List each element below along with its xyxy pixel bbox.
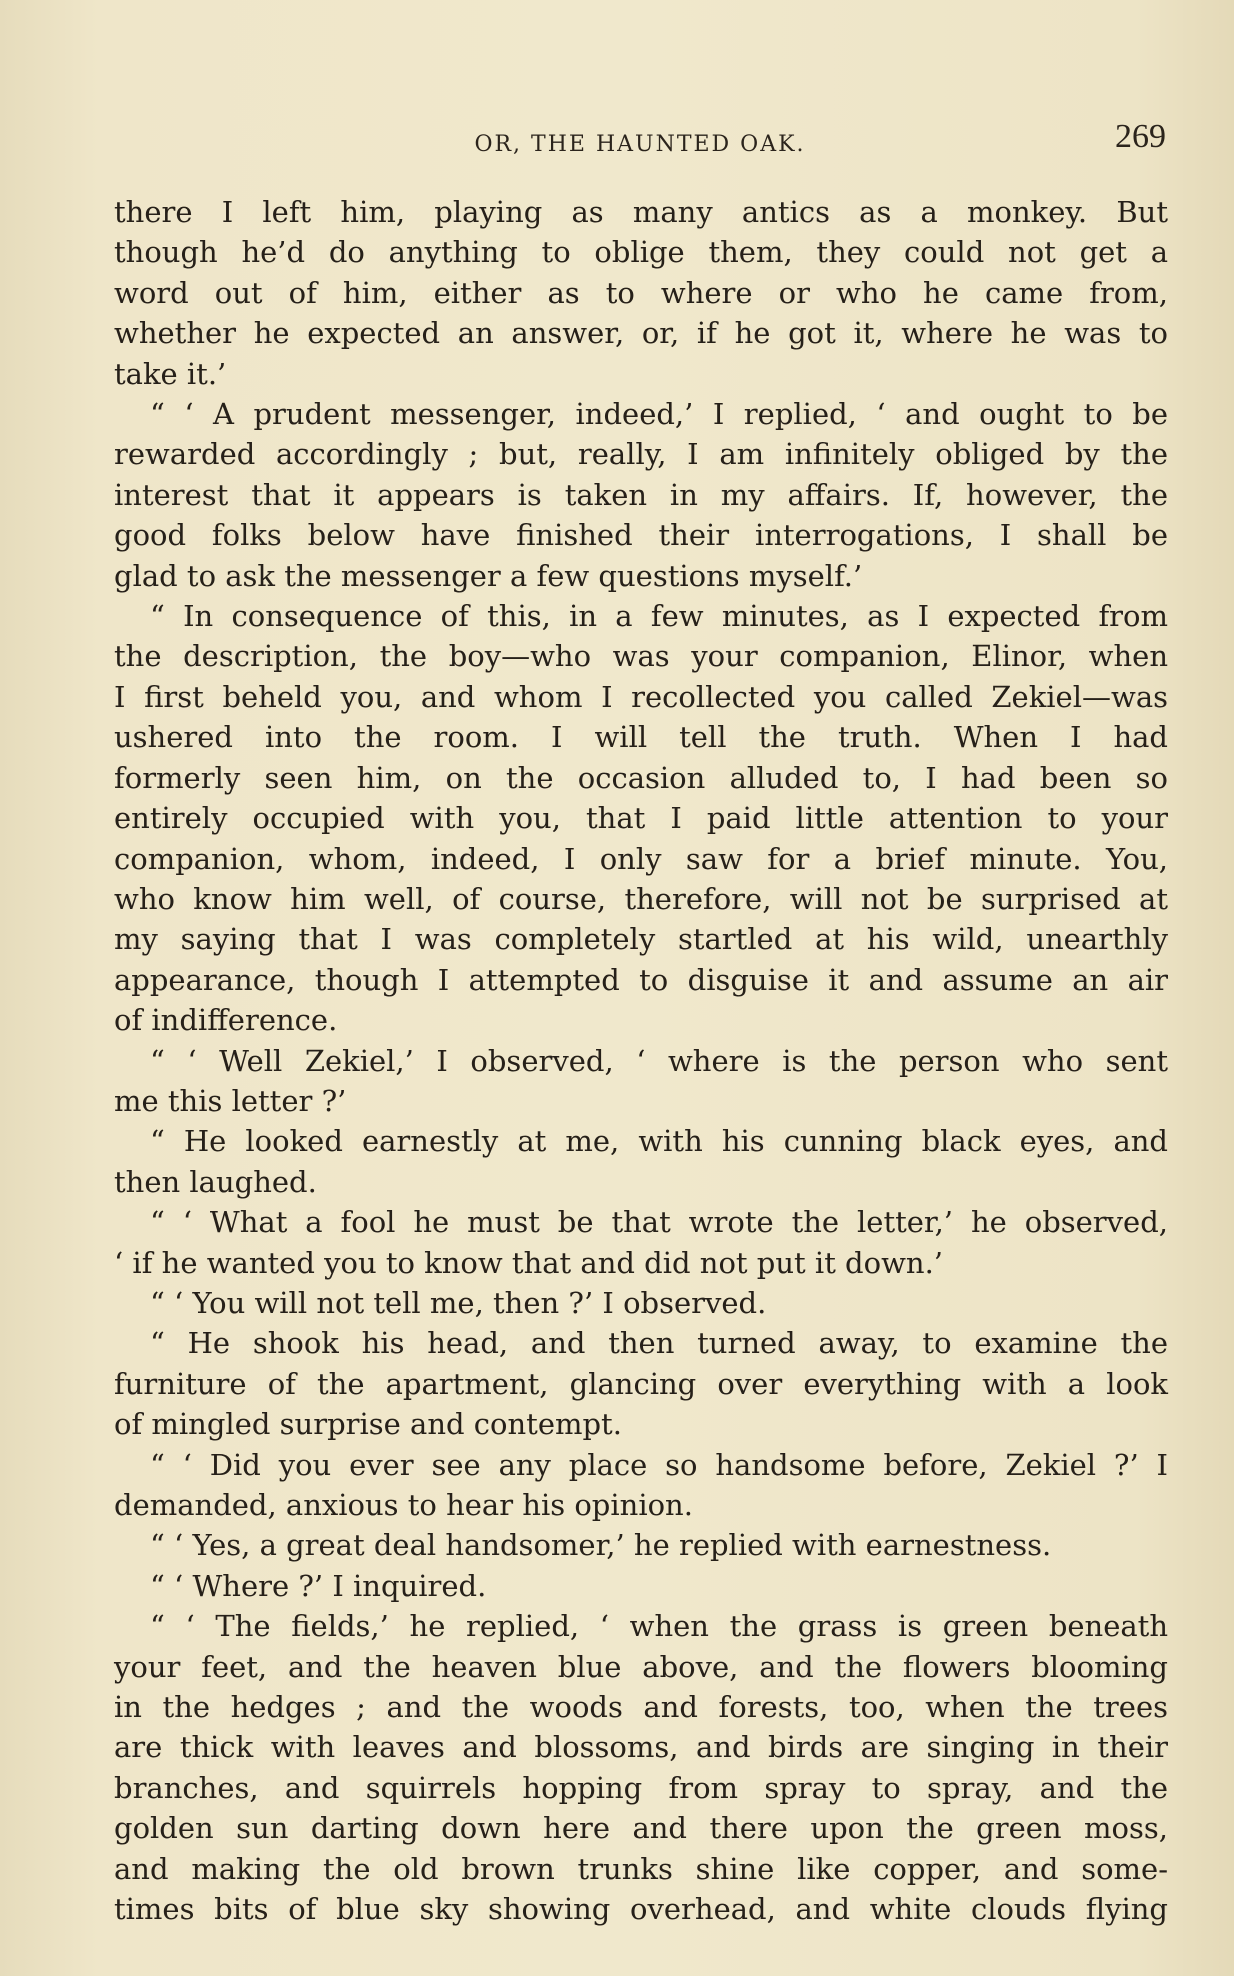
text-line: me this letter ?’ xyxy=(114,1083,347,1118)
body-text xyxy=(114,192,1168,1929)
text-line: companion, whom, indeed, I only saw for a brief minute. You, xyxy=(114,841,1168,876)
text-line: “ ‘ A prudent messenger, indeed,’ I replied, ‘ and ought to be xyxy=(150,397,1168,432)
text-line: “ ‘ You will not tell me, then ?’ I observed. xyxy=(150,1285,767,1320)
text-line: good folks below have finished their interrogations, I shall be xyxy=(114,518,1168,553)
page-number: 269 xyxy=(1115,118,1166,155)
text-line: “ ‘ What a fool he must be that wrote the letter,’ he observed, xyxy=(150,1205,1168,1240)
text-line: and making the old brown trunks shine like copper, and some- xyxy=(114,1851,1168,1886)
text-line: ‘ if he wanted you to know that and did not put it down.’ xyxy=(114,1245,944,1280)
text-line: furniture of the apartment, glancing over everything with a look xyxy=(114,1366,1168,1401)
text-line: “ ‘ Well Zekiel,’ I observed, ‘ where is the person who sent xyxy=(150,1043,1168,1078)
running-head: OR, THE HAUNTED OAK. xyxy=(474,132,806,157)
text-line: entirely occupied with you, that I paid little attention to your xyxy=(114,801,1168,836)
text-line: whether he expected an answer, or, if he got it, where he was to xyxy=(114,316,1168,351)
text-line: of mingled surprise and contempt. xyxy=(114,1407,622,1442)
text-line: interest that it appears is taken in my affairs. If, however, the xyxy=(114,477,1168,512)
text-line: times bits of blue sky showing overhead, and white clouds flying xyxy=(114,1892,1168,1927)
text-line: who know him well, of course, therefore, will not be surprised at xyxy=(114,881,1168,916)
text-line: there I left him, playing as many antics as a monkey. But xyxy=(114,195,1168,229)
text-line: the description, the boy—who was your companion, Elinor, when xyxy=(114,639,1168,674)
text-line: “ ‘ Did you ever see any place so handsome before, Zekiel ?’ I xyxy=(150,1447,1168,1482)
text-line: golden sun darting down here and there upon the green moss, xyxy=(114,1811,1168,1846)
text-line: in the hedges ; and the woods and forests, too, when the trees xyxy=(114,1690,1168,1725)
text-line: appearance, though I attempted to disguise it and assume an air xyxy=(114,962,1168,997)
text-line: “ ‘ The fields,’ he replied, ‘ when the grass is green beneath xyxy=(150,1609,1168,1644)
text-line: word out of him, either as to where or who he came from, xyxy=(114,275,1168,310)
text-line: demanded, anxious to hear his opinion. xyxy=(114,1488,693,1522)
text-line: are thick with leaves and blossoms, and birds are singing in their xyxy=(114,1730,1168,1765)
text-line: “ In consequence of this, in a few minutes, as I expected from xyxy=(150,599,1168,634)
text-line: formerly seen him, on the occasion alluded to, I had been so xyxy=(114,760,1168,795)
text-line: “ ‘ Where ?’ I inquired. xyxy=(150,1568,487,1603)
text-line: ushered into the room. I will tell the truth. When I had xyxy=(114,720,1168,755)
text-line: take it.’ xyxy=(114,356,227,391)
text-line: I first beheld you, and whom I recollected you called Zekiel—was xyxy=(114,679,1168,714)
text-line: glad to ask the messenger a few questions myself.’ xyxy=(114,558,863,593)
text-line: of indifference. xyxy=(114,1003,338,1038)
text-line: “ ‘ Yes, a great deal handsomer,’ he replied with earnestness. xyxy=(150,1528,1052,1563)
text-line: “ He looked earnestly at me, with his cunning black eyes, and xyxy=(150,1124,1168,1159)
text-line: branches, and squirrels hopping from spray to spray, and the xyxy=(114,1770,1168,1805)
text-line: rewarded accordingly ; but, really, I am infinitely obliged by the xyxy=(114,437,1168,472)
text-line: then laughed. xyxy=(114,1164,317,1199)
page-header xyxy=(114,118,1166,168)
text-line: “ He shook his head, and then turned away, to examine the xyxy=(150,1326,1168,1361)
text-line: your feet, and the heaven blue above, and the flowers blooming xyxy=(114,1649,1168,1684)
text-line: though he’d do anything to oblige them, they could not get a xyxy=(114,235,1168,270)
text-line: my saying that I was completely startled at his wild, unearthly xyxy=(114,922,1168,957)
